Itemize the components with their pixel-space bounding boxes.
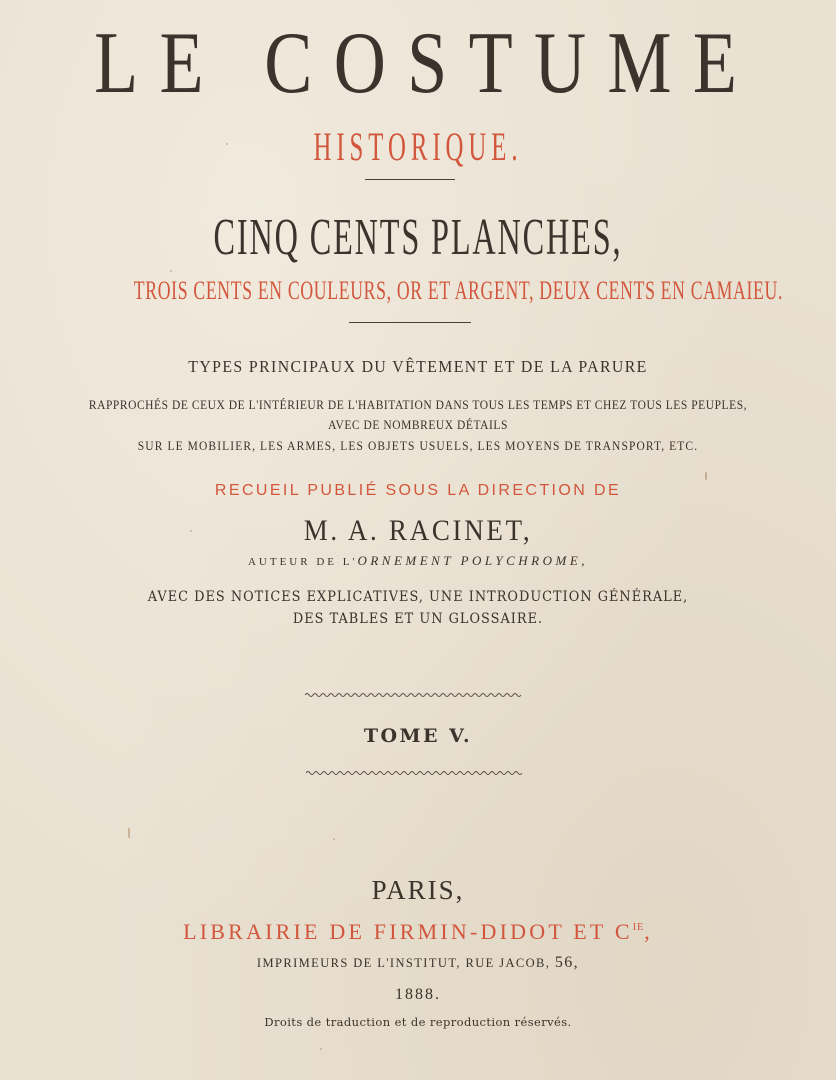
description-line: RAPPROCHÉS DE CEUX DE L'INTÉRIEUR DE L'HABITATION DANS TOUS LES TEMPS ET CHEZ TOUS LES PEUPLES,	[88, 398, 748, 412]
book-title: LE COSTUME	[94, 15, 759, 112]
paper-speck	[226, 143, 228, 145]
printer-number: 56,	[554, 954, 580, 971]
paper-speck	[333, 838, 335, 840]
imprint-city: PARIS,	[371, 875, 465, 905]
contents-line: DES TABLES ET UN GLOSSAIRE.	[292, 611, 544, 627]
description-line: SUR LE MOBILIER, LES ARMES, LES OBJETS USUELS, LES MOYENS DE TRANSPORT, ETC.	[137, 439, 699, 453]
book-subtitle: HISTORIQUE.	[313, 124, 523, 169]
editor-name: M. A. RACINET,	[303, 514, 533, 547]
publisher-trailing: ,	[644, 919, 653, 944]
printer-address: IMPRIMEURS DE L'INSTITUT, RUE JACOB,	[256, 956, 551, 970]
plates-count: CINQ CENTS PLANCHES,	[213, 209, 623, 266]
ornamental-rule	[306, 770, 524, 776]
divider-rule	[365, 179, 455, 180]
divider-rule	[349, 322, 471, 323]
ornamental-rule	[305, 692, 523, 698]
imprint-publisher	[0, 914, 836, 946]
publisher-suffix: IE	[632, 922, 645, 933]
plates-detail: TROIS CENTS EN COULEURS, OR ET ARGENT, DEUX CENTS EN CAMAIEU.	[133, 276, 784, 305]
paper-speck	[320, 1048, 322, 1050]
paper-speck	[128, 828, 130, 838]
paper-speck	[190, 530, 192, 532]
editor-intro: RECUEIL PUBLIÉ SOUS LA DIRECTION DE	[214, 482, 622, 499]
publisher-name: LIBRAIRIE DE FIRMIN-DIDOT ET C	[183, 919, 633, 944]
contents-line: AVEC DES NOTICES EXPLICATIVES, UNE INTRODUCTION GÉNÉRALE,	[147, 589, 689, 605]
description-line: AVEC DE NOMBREUX DÉTAILS	[328, 418, 508, 432]
editor-credit	[0, 553, 836, 570]
editor-credit-work: ORNEMENT POLYCHROME,	[357, 553, 589, 568]
paper-speck	[170, 270, 172, 272]
description-heading: TYPES PRINCIPAUX DU VÊTEMENT ET DE LA PARURE	[188, 357, 648, 376]
paper-speck	[705, 472, 707, 480]
imprint-year: 1888.	[395, 986, 441, 1003]
volume-number: TOME V.	[363, 725, 473, 747]
editor-credit-prefix: AUTEUR DE L'	[247, 556, 358, 568]
imprint-printer	[0, 953, 836, 973]
rights-notice: Droits de traduction et de reproduction réservés.	[264, 1015, 572, 1029]
